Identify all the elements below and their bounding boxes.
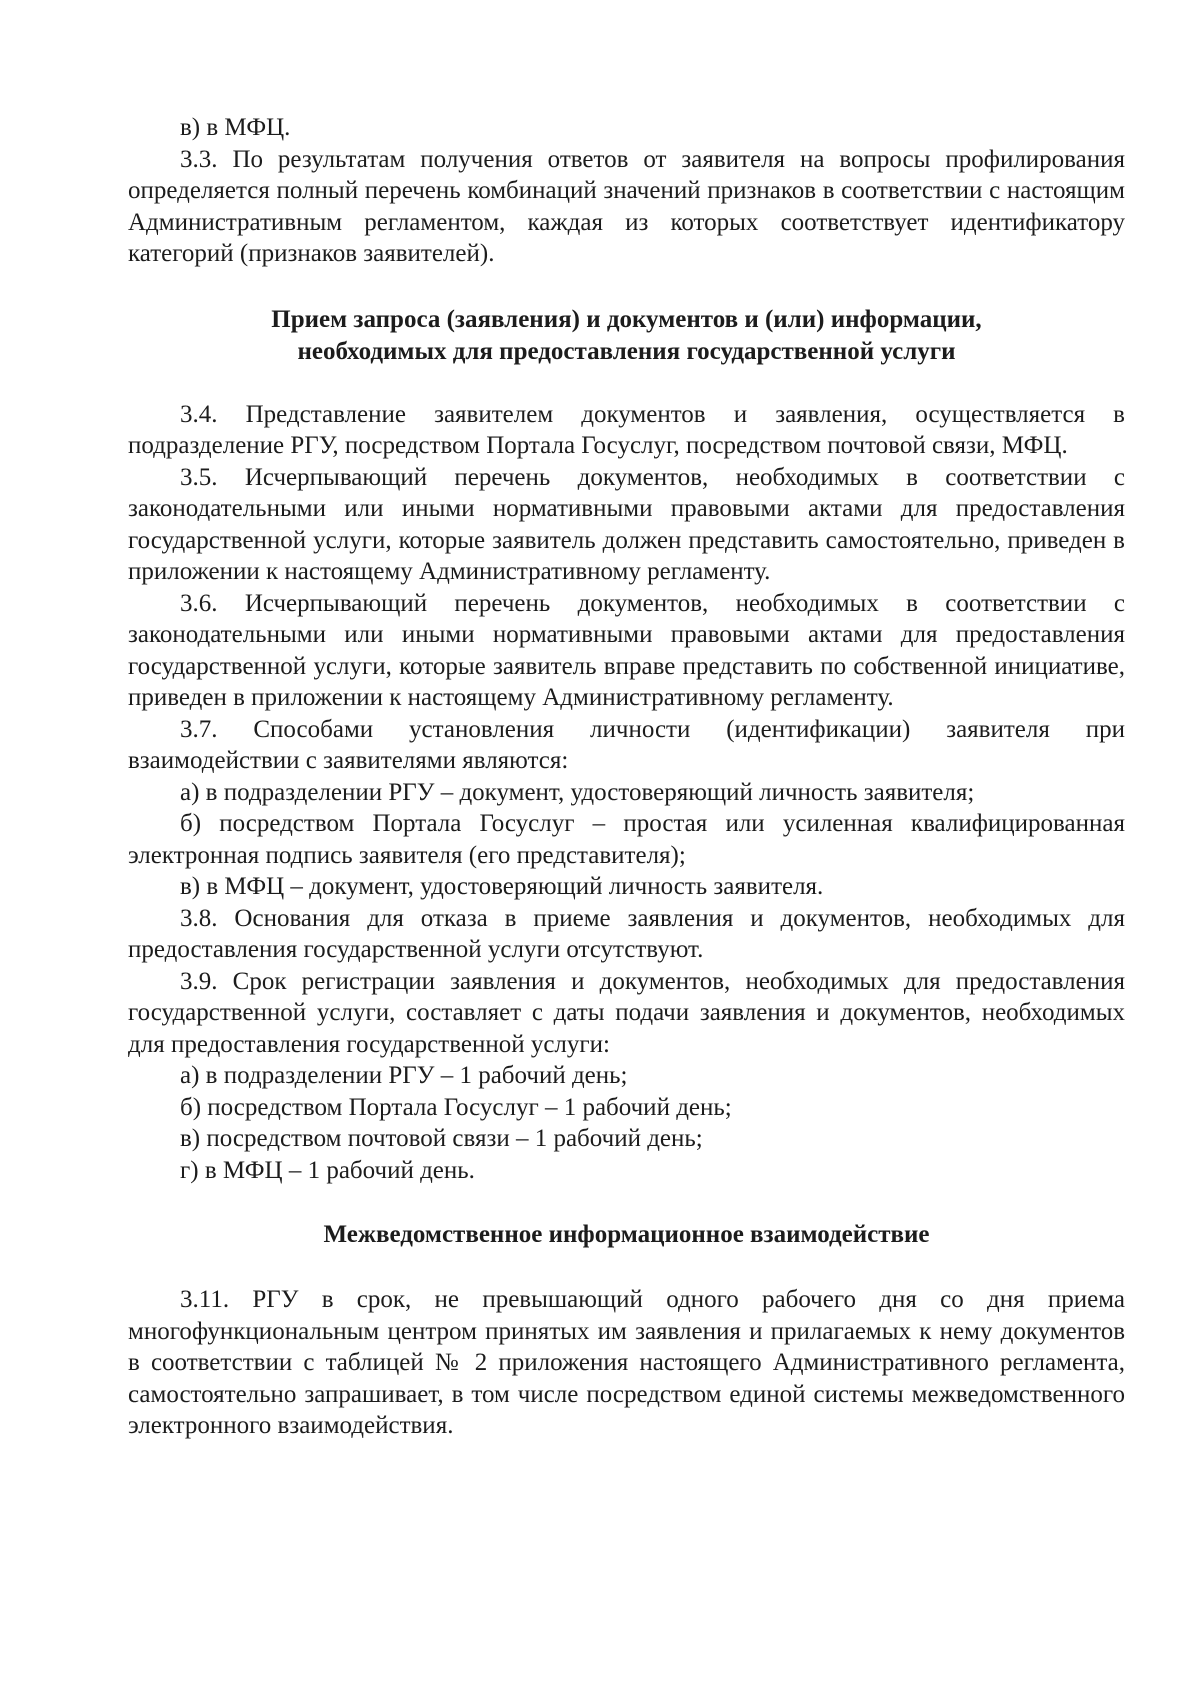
list-item: в) в МФЦ – документ, удостоверяющий личность заявителя. <box>180 873 824 900</box>
section-heading-line: Межведомственное информационное взаимодействие <box>323 1221 930 1248</box>
list-item: в) посредством почтовой связи – 1 рабочий день; <box>180 1125 703 1152</box>
paragraph-3-5: 3.5. Исчерпывающий перечень документов, необходимых в соответствии с законодательными или иными нормативными правовыми актами для предоставления государственной услуги, которые заявитель должен представить самостоятельно, приведен в приложении к настоящему Административному регламенту. <box>128 463 1125 585</box>
paragraph-3-7: 3.7. Способами установления личности (идентификации) заявителя при взаимодействии с заявителями являются: <box>128 715 1125 774</box>
paragraph-3-6: 3.6. Исчерпывающий перечень документов, необходимых в соответствии с законодательными или иными нормативными правовыми актами для предоставления государственной услуги, которые заявитель вправе представить по собственной инициативе, приведен в приложении к настоящему Административному регламенту. <box>128 589 1125 711</box>
list-item: а) в подразделении РГУ – документ, удостоверяющий личность заявителя; <box>180 778 975 806</box>
paragraph-3-9: 3.9. Срок регистрации заявления и документов, необходимых для предоставления государственной услуги, составляет с даты подачи заявления и документов, необходимых для предоставления государственной услуги: <box>128 967 1125 1058</box>
section-heading <box>128 1219 1125 1251</box>
section-heading-line: Прием запроса (заявления) и документов и (или) информации, <box>271 305 982 333</box>
list-item: а) в подразделении РГУ – 1 рабочий день; <box>180 1062 628 1089</box>
paragraph-3-11: 3.11. РГУ в срок, не превышающий одного рабочего дня со дня приема многофункциональным центром принятых им заявления и прилагаемых к нему документов в соответствии с таблицей № 2 приложения настоящего Административного регламента, самостоятельно запрашивает, в том числе посредством единой системы межведомственного электронного взаимодействия. <box>128 1286 1125 1439</box>
list-item: б) посредством Портала Госуслуг – 1 рабочий день; <box>180 1093 732 1121</box>
list-item: в) в МФЦ. <box>180 114 291 141</box>
list-item: б) посредством Портала Госуслуг – простая или усиленная квалифицированная электронная подпись заявителя (его представителя); <box>128 810 1125 869</box>
paragraph-3-8: 3.8. Основания для отказа в приеме заявления и документов, необходимых для предоставления государственной услуги отсутствуют. <box>128 904 1125 963</box>
section-heading <box>128 304 1125 368</box>
section-heading-line: необходимых для предоставления государственной услуги <box>297 337 956 365</box>
paragraph-3-4: 3.4. Представление заявителем документов и заявления, осуществляется в подразделение РГУ, посредством Портала Госуслуг, посредством почтовой связи, МФЦ. <box>128 400 1125 459</box>
paragraph-3-3: 3.3. По результатам получения ответов от заявителя на вопросы профилирования определяется полный перечень комбинаций значений признаков в соответствии с настоящим Административным регламентом, каждая из которых соответствует идентификатору категорий (признаков заявителей). <box>128 145 1125 267</box>
list-item: г) в МФЦ – 1 рабочий день. <box>180 1156 475 1184</box>
